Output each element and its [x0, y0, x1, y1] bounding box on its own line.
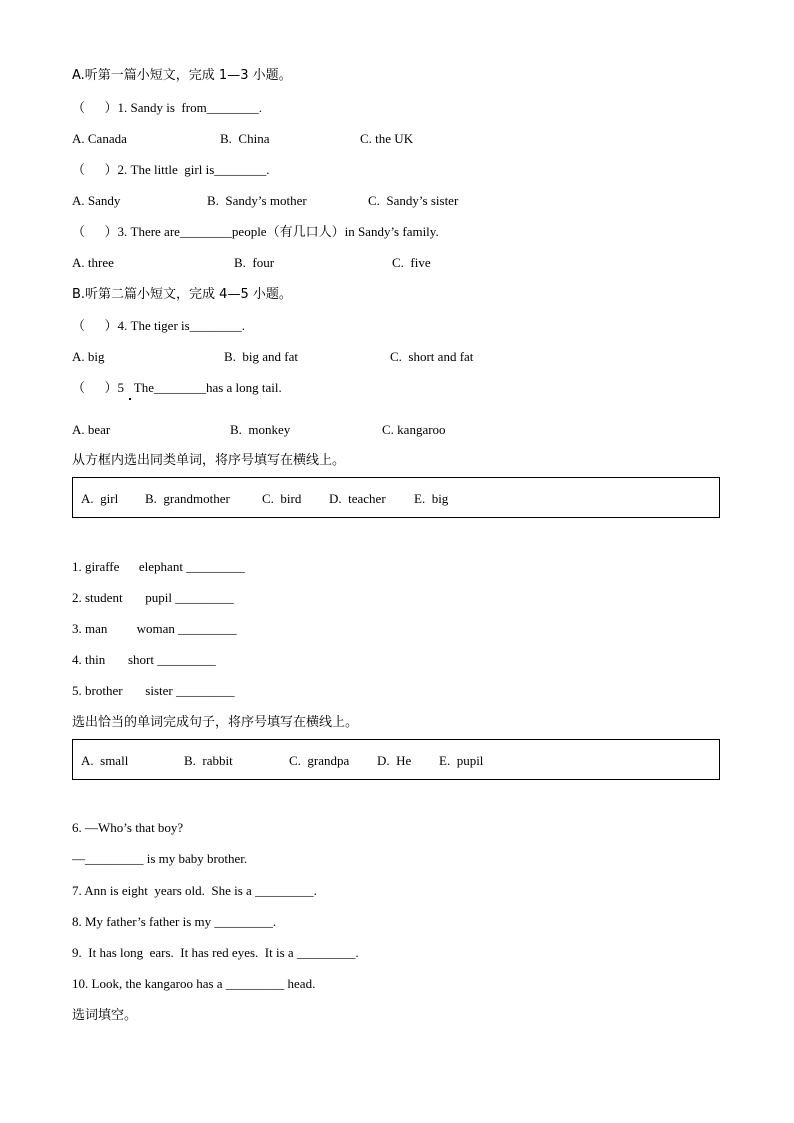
classify-word-c: C. bird [262, 491, 302, 506]
sentences-instruction: 选出恰当的单词完成句子，将序号填写在横线上。 [72, 715, 359, 730]
question-1: （ ）1. Sandy is from________. [72, 100, 262, 115]
q4-option-c: C. short and fat [390, 349, 474, 364]
classify-instruction: 从方框内选出同类单词，将序号填写在横线上。 [72, 453, 346, 468]
q1-option-b: B. China [220, 131, 270, 146]
question-3: （ ）3. There are________people（有几口人）in Sandy’s family. [72, 224, 439, 239]
classify-item-3: 3. man woman _________ [72, 621, 237, 636]
q2-option-a: A. Sandy [72, 193, 121, 208]
sentence-word-a: A. small [81, 753, 129, 768]
classify-item-2: 2. student pupil _________ [72, 590, 234, 605]
classify-word-box [72, 477, 720, 518]
q4-option-b: B. big and fat [224, 349, 299, 364]
sentence-item-6-answer: —_________ is my baby brother. [72, 851, 248, 866]
section-a-heading: A.听第一篇小短文，完成 1—3 小题。 [72, 68, 292, 83]
sentence-item-9: 9. It has long ears. It has red eyes. It is a _________. [72, 945, 359, 960]
q3-option-a: A. three [72, 255, 114, 270]
q4-option-a: A. big [72, 349, 105, 364]
classify-item-4: 4. thin short _________ [72, 652, 216, 667]
q1-option-c: C. the UK [360, 131, 414, 146]
sentence-word-c: C. grandpa [289, 753, 350, 768]
sentence-word-b: B. rabbit [184, 753, 233, 768]
q1-option-a: A. Canada [72, 131, 127, 146]
question-2: （ ）2. The little girl is________. [72, 162, 270, 177]
sentence-item-8: 8. My father’s father is my _________. [72, 914, 277, 929]
classify-word-b: B. grandmother [145, 491, 230, 506]
classify-word-e: E. big [414, 491, 449, 506]
q2-option-c: C. Sandy’s sister [368, 193, 459, 208]
q5-option-b: B. monkey [230, 422, 291, 437]
q2-option-b: B. Sandy’s mother [207, 193, 307, 208]
q5-option-a: A. bear [72, 422, 111, 437]
classify-word-a: A. girl [81, 491, 119, 506]
fill-instruction: 选词填空。 [72, 1008, 138, 1023]
sentence-item-7: 7. Ann is eight years old. She is a _________. [72, 883, 317, 898]
stray-dot [129, 398, 131, 400]
question-5: （ ）5 The________has a long tail. [72, 380, 282, 395]
sentence-word-e: E. pupil [439, 753, 484, 768]
q3-option-b: B. four [234, 255, 275, 270]
classify-item-1: 1. giraffe elephant _________ [72, 559, 245, 574]
classify-word-d: D. teacher [329, 491, 386, 506]
section-b-heading: B.听第二篇小短文，完成 4—5 小题。 [72, 287, 292, 302]
sentences-word-box [72, 739, 720, 780]
q3-option-c: C. five [392, 255, 431, 270]
sentence-word-d: D. He [377, 753, 412, 768]
question-4: （ ）4. The tiger is________. [72, 318, 245, 333]
sentence-item-6: 6. —Who’s that boy? [72, 820, 184, 835]
classify-item-5: 5. brother sister _________ [72, 683, 235, 698]
q5-option-c: C. kangaroo [382, 422, 446, 437]
sentence-item-10: 10. Look, the kangaroo has a _________ head. [72, 976, 316, 991]
